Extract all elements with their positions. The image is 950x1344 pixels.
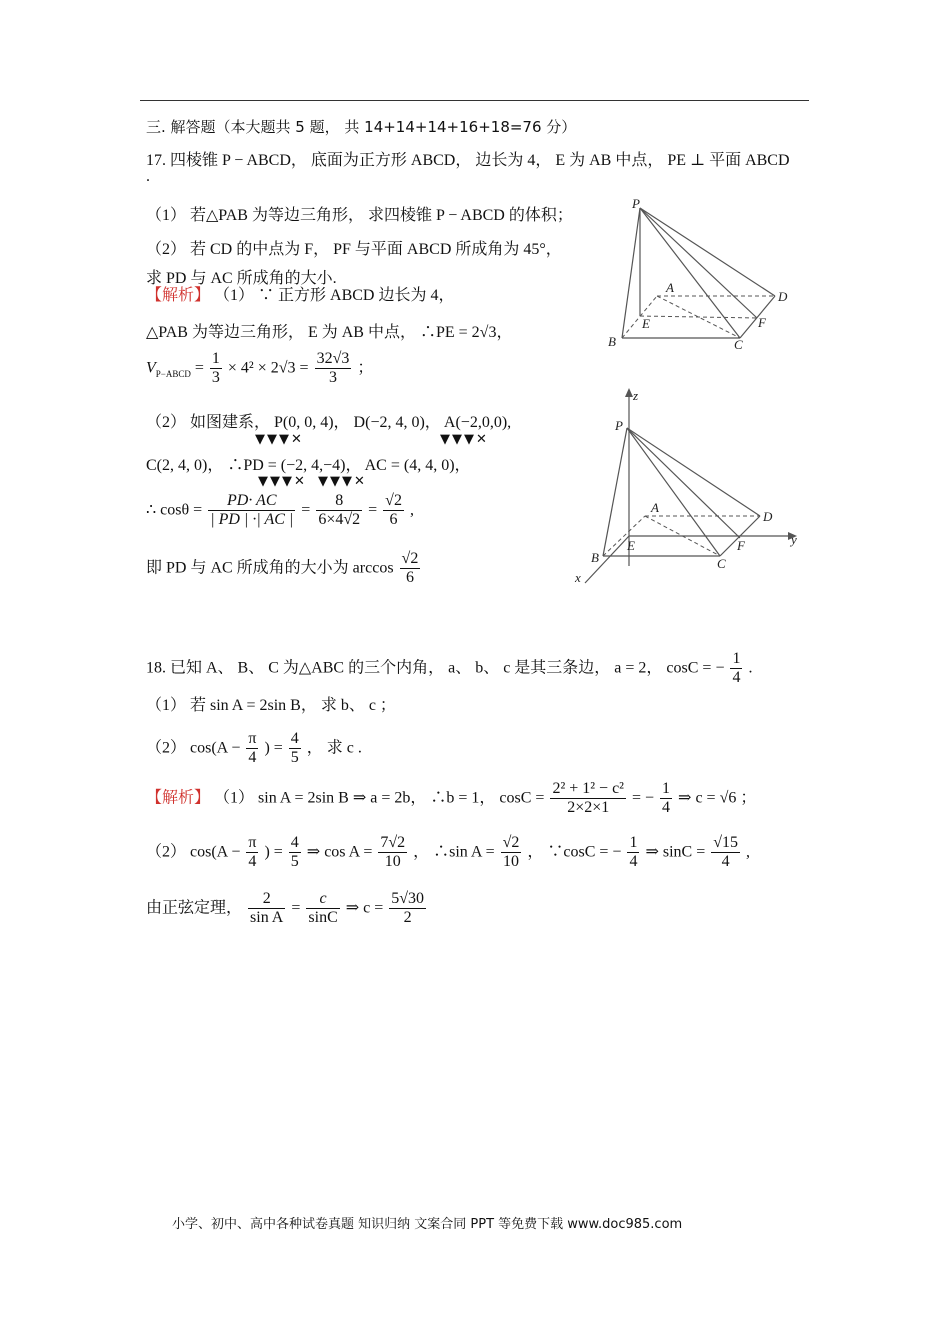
fraction-4-5: $\frac{4}{5}$ [290,834,299,871]
fraction-pi-4: $\frac{\pi}{4}$ [248,834,257,871]
volume-end: ； [357,359,374,377]
header-rule [140,100,809,101]
fraction-sinC: $\frac{√15}{4}$ [713,834,739,871]
axis-label-z: z [633,388,639,403]
s2-part-a: （2） cos(A − [146,843,241,861]
s2-part-b: ) = [264,843,283,861]
answer-text: 即 PD 与 AC 所成角的大小为 arccos [146,559,394,577]
fraction-cosA: $\frac{7√2}{10}$ [380,834,406,871]
s3-part-b: = [291,899,301,917]
vertex-label-A: A [651,500,659,515]
fraction-law-of-cosines: $\frac{\text{2² + 1² − c²}}{2\times 2\times 1}$ [552,780,624,817]
axis-label-y: y [791,532,797,547]
s3-part-a: 由正弦定理， [146,899,243,917]
p17-question-2: （2） 若 CD 的中点为 F， PF 与平面 ABCD 所成角为 45°， [146,241,562,258]
vertex-label-D: D [763,509,773,524]
p17-volume [146,350,373,388]
cos-eq2: = [368,501,378,519]
fraction-cosC: $\frac{1}{4}$ [732,650,741,687]
volume-symbol: V [146,359,156,377]
vertex-label-A: A [666,280,674,295]
volume-subscript: P−ABCD [155,368,191,379]
vector-arrow-mark: ▼▼▼✕ [440,432,489,447]
s2-part-f: ， ∵cosC = − [527,843,622,861]
p18-question-2 [146,730,362,768]
fraction-sinA: $\frac{√2}{10}$ [502,834,520,871]
vertex-label-P: P [615,418,623,433]
s2-part-g: ⇒ sinC = [645,843,706,861]
volume-product: × 4² × 2√3 = [227,359,309,377]
p18-stem [146,650,752,688]
cos-eq: = [301,501,311,519]
vertex-label-E: E [642,316,650,331]
cos-end: , [409,501,414,519]
vertex-label-B: B [608,334,616,349]
s1-part-b: = − [631,789,655,807]
p18-stem-end: . [748,659,753,677]
vertex-label-P: P [632,196,640,211]
fraction-volume-result: $\frac{32√3}{3}$ [316,350,350,387]
vector-arrow-mark: ▼▼▼✕ [258,474,307,489]
axis-label-x: x [575,570,581,585]
fraction-answer: $\frac{√2}{6}$ [401,550,419,587]
p17-stem-dot: . [146,168,150,185]
fraction-one-third: $\frac{1}{3}$ [211,350,220,387]
q2-part-c: ， 求 c . [306,739,362,757]
p17-stem: 17. 四棱锥 P − ABCD， 底面为正方形 ABCD， 边长为 4， E 为 AB 中点， PE ⊥ 平面 ABCD [146,152,790,169]
fraction-pi-4: $\frac{\pi}{4}$ [248,730,257,767]
p18-solution-3 [146,890,428,928]
vertex-label-E: E [627,538,635,553]
fraction-c-sinC: $\frac{c}{\sin C}$ [308,890,338,927]
fraction-cos-result: $\frac{√2}{6}$ [385,492,402,529]
p17-cosine [146,492,414,530]
p18-solution-2 [146,834,750,872]
p17-solution-3: （2） 如图建系， P(0, 0, 4)， D(−2, 4, 0)， A(−2,0,0), [146,414,512,431]
fraction-4-5: $\frac{4}{5}$ [290,730,299,767]
q2-part-a: （2） cos(A − [146,739,241,757]
p17-answer [146,550,422,588]
p17-question-1: （1） 若△PAB 为等边三角形， 求四棱锥 P − ABCD 的体积； [146,207,573,224]
vertex-label-F: F [758,315,766,330]
s2-part-c: ⇒ cos A = [306,843,373,861]
cos-lhs: ∴ cosθ = [146,501,203,519]
fraction-one-quarter: $\frac{1}{4}$ [662,780,671,817]
section-title: 三. 解答题（本大题共 5 题， 共 14+14+14+16+18=76 分） [146,118,577,136]
vector-arrow-mark: ▼▼▼✕ [318,474,367,489]
vertex-label-D: D [778,289,788,304]
fraction-2-sinA: $\frac{2}{\text{sin A}}$ [250,890,284,927]
q2-part-b: ) = [264,739,283,757]
p17-solution-4: C(2, 4, 0)， ∴PD = (−2, 4,−4)， AC = (4, 4, 0)， [146,457,471,474]
pyramid-figure-2 [565,388,805,588]
solution-tag: 【解析】 [146,787,211,807]
volume-eq: = [194,359,208,377]
fraction-one-quarter: $\frac{1}{4}$ [629,834,638,871]
p17-solution-1-text: （1） ∵ 正方形 ABCD 边长为 4， [214,287,455,304]
p17-solution-2: △PAB 为等边三角形， E 为 AB 中点， ∴PE = 2√3， [146,324,513,341]
vertex-label-C: C [717,556,726,571]
footer-text: 小学、初中、高中各种试卷真题 知识归纳 文案合同 PPT 等免费下载 www.doc985.com [172,1217,683,1232]
fraction-cos-value: $\frac{8}{6\times 4√2}$ [318,492,361,529]
vector-arrow-mark: ▼▼▼✕ [255,432,304,447]
s1-part-a: （1） sin A = 2sin B ⇒ a = 2b， ∴b = 1， cosC = [214,789,545,807]
p18-stem-text: 18. 已知 A、 B、 C 为△ABC 的三个内角， a、 b、 c 是其三条边， a = 2， cosC = − [146,659,725,677]
p18-solution-1 [146,780,756,818]
p17-solution-1 [146,282,454,305]
p17-question-2b: 求 PD 与 AC 所成角的大小. [146,270,337,287]
pyramid-figure-1 [600,196,800,352]
p18-question-1: （1） 若 sin A = 2sin B， 求 b、 c ； [146,697,396,714]
fraction-c-result: $\frac{5√30}{2}$ [391,890,425,927]
s2-part-h: , [746,843,751,861]
solution-tag: 【解析】 [146,285,211,304]
s1-part-c: ⇒ c = √6 ； [678,789,757,807]
s2-part-e: ， ∴sin A = [413,843,495,861]
vertex-label-F: F [737,538,745,553]
vertex-label-C: C [734,337,743,352]
vertex-label-B: B [591,550,599,565]
fraction-cos-vectors: $\frac{PD\cdot AC}{| PD | \cdot| AC |}$ [210,492,294,529]
s3-part-c: ⇒ c = [345,899,384,917]
